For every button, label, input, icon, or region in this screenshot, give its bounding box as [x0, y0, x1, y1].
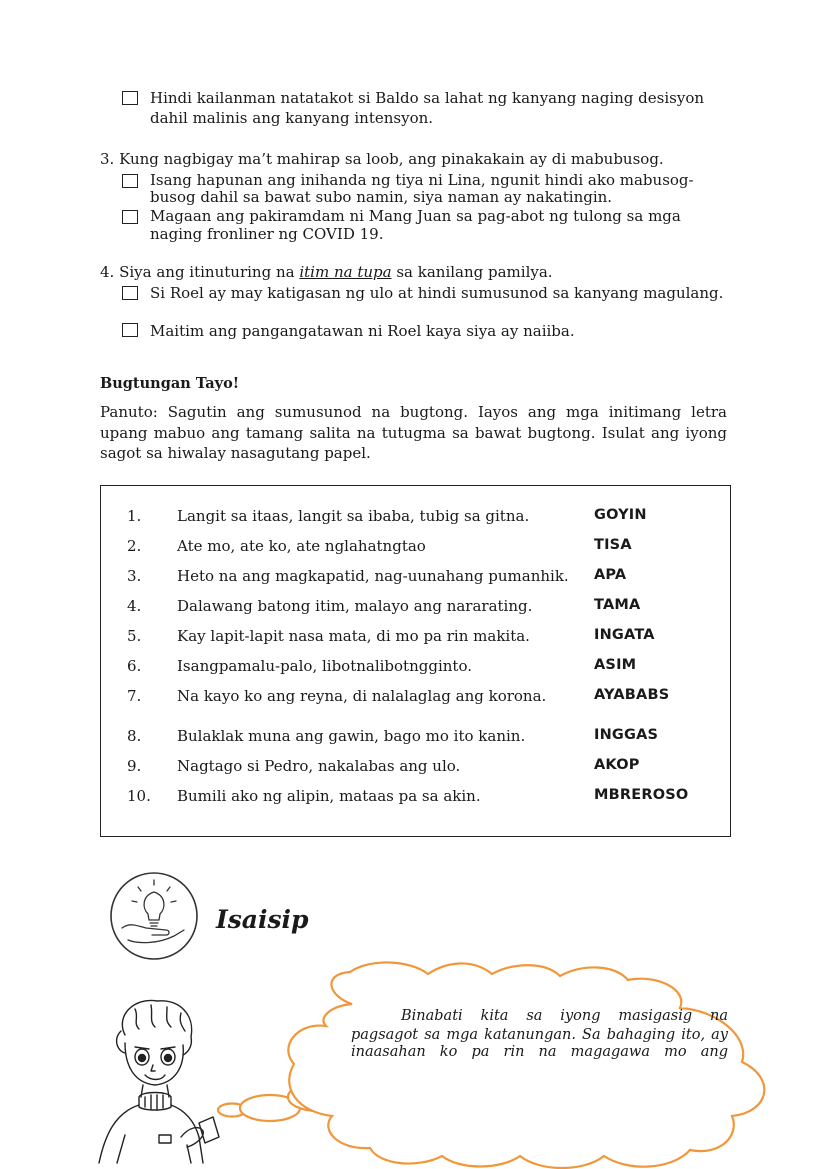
riddle-number: 6. — [127, 657, 142, 675]
riddle-number: 1. — [127, 507, 142, 525]
bubble-line1: Binabati kita sa iyong masigasig na — [401, 1008, 728, 1024]
riddle-scrambled-answer: GOYIN — [594, 507, 647, 523]
item3-question: 3. Kung nagbigay ma’t mahirap sa loob, ang pinakakain ay di mabubusog. — [100, 150, 664, 168]
riddle-text: Dalawang batong itim, malayo ang nararating. — [177, 597, 533, 615]
checkbox[interactable] — [122, 210, 138, 224]
item2-option-b-line1: Hindi kailanman natatakot si Baldo sa lahat ng kanyang naging desisyon — [150, 89, 705, 107]
riddle-number: 4. — [127, 597, 142, 615]
checkbox[interactable] — [122, 174, 138, 188]
riddle-text: Nagtago si Pedro, nakalabas ang ulo. — [177, 757, 461, 775]
riddle-text: Ate mo, ate ko, ate nglahatngtao — [177, 537, 426, 555]
riddle-text: Langit sa itaas, langit sa ibaba, tubig sa gitna. — [177, 507, 530, 525]
riddle-number: 2. — [127, 537, 142, 555]
riddle-text: Na kayo ko ang reyna, di nalalaglag ang korona. — [177, 687, 547, 705]
riddle-number: 10. — [127, 787, 151, 805]
isaisip-title: Isaisip — [216, 905, 309, 934]
riddle-number: 8. — [127, 727, 142, 745]
riddle-scrambled-answer: APA — [594, 567, 627, 583]
riddle-scrambled-answer: MBREROSO — [594, 787, 689, 803]
item4-option-b: Maitim ang pangangatawan ni Roel kaya siya ay naiiba. — [150, 322, 575, 340]
riddle-scrambled-answer: AKOP — [594, 757, 640, 773]
riddle-scrambled-answer: INGGAS — [594, 727, 659, 743]
lightbulb-hand-icon — [108, 870, 200, 962]
checkbox[interactable] — [122, 286, 138, 300]
item3-option-a-line1: Isang hapunan ang inihanda ng tiya ni Lina, ngunit hindi ako mabusog- — [150, 171, 694, 189]
riddle-number: 3. — [127, 567, 142, 585]
item2-option-b-line2: dahil malinis ang kanyang intensyon. — [150, 109, 434, 127]
item3-option-a-line2: busog dahil sa bawat subo namin, siya naman ay nakatingin. — [150, 188, 613, 206]
item3-option-b-line1: Magaan ang pakiramdam ni Mang Juan sa pag-abot ng tulong sa mga — [150, 207, 681, 225]
riddle-scrambled-answer: INGATA — [594, 627, 655, 643]
section-heading: Bugtungan Tayo! — [100, 375, 240, 392]
item3-option-b-line2: naging fronliner ng COVID 19. — [150, 225, 384, 243]
riddle-text: Isangpamalu-palo, libotnalibotngginto. — [177, 657, 472, 675]
checkbox[interactable] — [122, 323, 138, 337]
item4-option-a: Si Roel ay may katigasan ng ulo at hindi sumusunod sa kanyang magulang. — [150, 284, 724, 302]
instructions: Panuto: Sagutin ang sumusunod na bugtong. Iayos ang mga initimang letra upang mabuo ang tamang salita na tutugma sa bawat bugtong. Isulat ang iyong sagot sa hiwalay nasagutang papel. — [100, 403, 727, 462]
riddle-number: 9. — [127, 757, 142, 775]
riddle-text: Bumili ako ng alipin, mataas pa sa akin. — [177, 787, 481, 805]
item4-question-emphasis: itim na tupa — [299, 263, 392, 281]
riddle-text: Bulaklak muna ang gawin, bago mo ito kanin. — [177, 727, 526, 745]
item4-question-suffix: sa kanilang pamilya. — [396, 263, 553, 281]
riddle-text: Heto na ang magkapatid, nag-uunahang pumanhik. — [177, 567, 569, 585]
riddle-number: 7. — [127, 687, 142, 705]
riddle-text: Kay lapit-lapit nasa mata, di mo pa rin makita. — [177, 627, 530, 645]
bubble-line2: pagsagot sa mga katanungan. Sa bahaging ito, ay — [351, 1027, 728, 1043]
checkbox[interactable] — [122, 91, 138, 105]
riddle-scrambled-answer: TAMA — [594, 597, 641, 613]
item4-question-prefix: 4. Siya ang itinuturing na — [100, 263, 295, 281]
riddle-scrambled-answer: ASIM — [594, 657, 637, 673]
bubble-line3: inaasahan ko pa rin na magagawa mo ang — [351, 1044, 728, 1060]
student-illustration-icon — [95, 995, 225, 1165]
riddle-scrambled-answer: TISA — [594, 537, 632, 553]
riddle-scrambled-answer: AYABABS — [594, 687, 670, 703]
thought-bubble — [210, 960, 780, 1169]
riddle-number: 5. — [127, 627, 142, 645]
item4-question — [100, 263, 553, 281]
